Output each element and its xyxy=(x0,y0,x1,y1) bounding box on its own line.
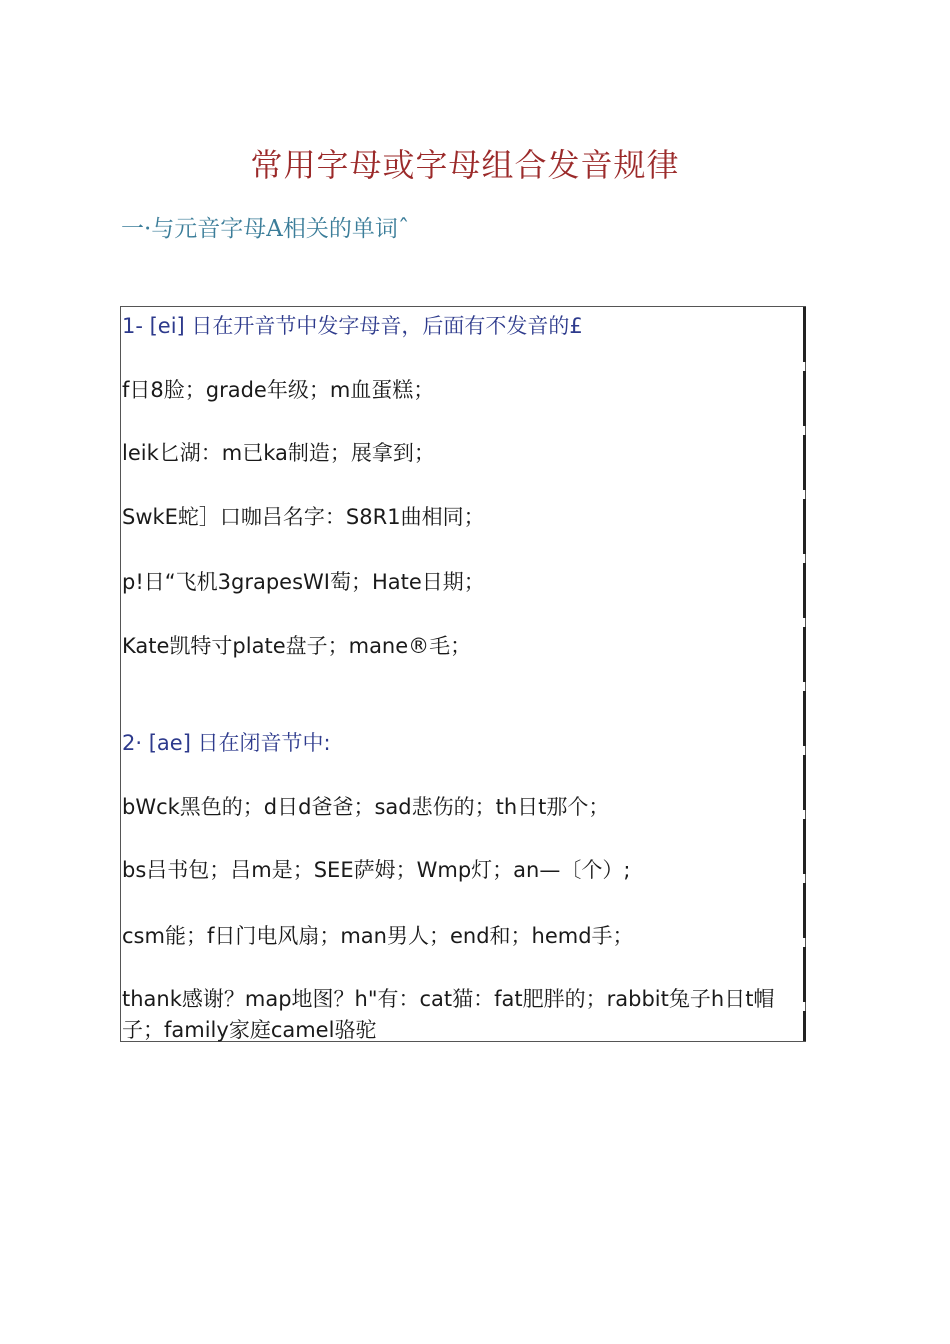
list-item: bs吕书包；吕m是；SEE萨姆；Wmp灯；an—〔个）; xyxy=(122,858,631,882)
section-heading: 一·与元音字母A相关的单词ˆ xyxy=(121,216,410,242)
list-item: Kate凯特寸plate盘子；mane®毛； xyxy=(122,634,472,658)
table-right-border-marks xyxy=(803,307,806,1041)
list-item: csm能；f日门电风扇；man男人；end和；hemd手； xyxy=(122,924,634,948)
list-item: leik匕湖：m已ka制造；展拿到； xyxy=(122,441,435,465)
list-item: thank感谢？map地图？h"有：cat猫：fat肥胖的；rabbit兔子h日t帽子；family家庭camel骆驼 xyxy=(122,987,775,1042)
word-table xyxy=(120,306,806,1042)
group-1-heading: 1- [ei] 日在开音节中发字母音，后面有不发音的£ xyxy=(122,314,583,338)
group-2-heading: 2· [ae] 日在闭音节中: xyxy=(122,731,331,755)
list-item: p!日“飞机3grapesWI萄；Hate日期； xyxy=(122,570,485,594)
list-item: SwkE蛇］口咖吕名字：S8R1曲相同； xyxy=(122,505,485,529)
page-title: 常用字母或字母组合发音规律 xyxy=(250,146,680,184)
list-item: f日8脸；grade年级；m血蛋糕； xyxy=(122,378,435,402)
list-item: bWck黑色的；d日d爸爸；sad悲伤的；th日t那个； xyxy=(122,795,610,819)
